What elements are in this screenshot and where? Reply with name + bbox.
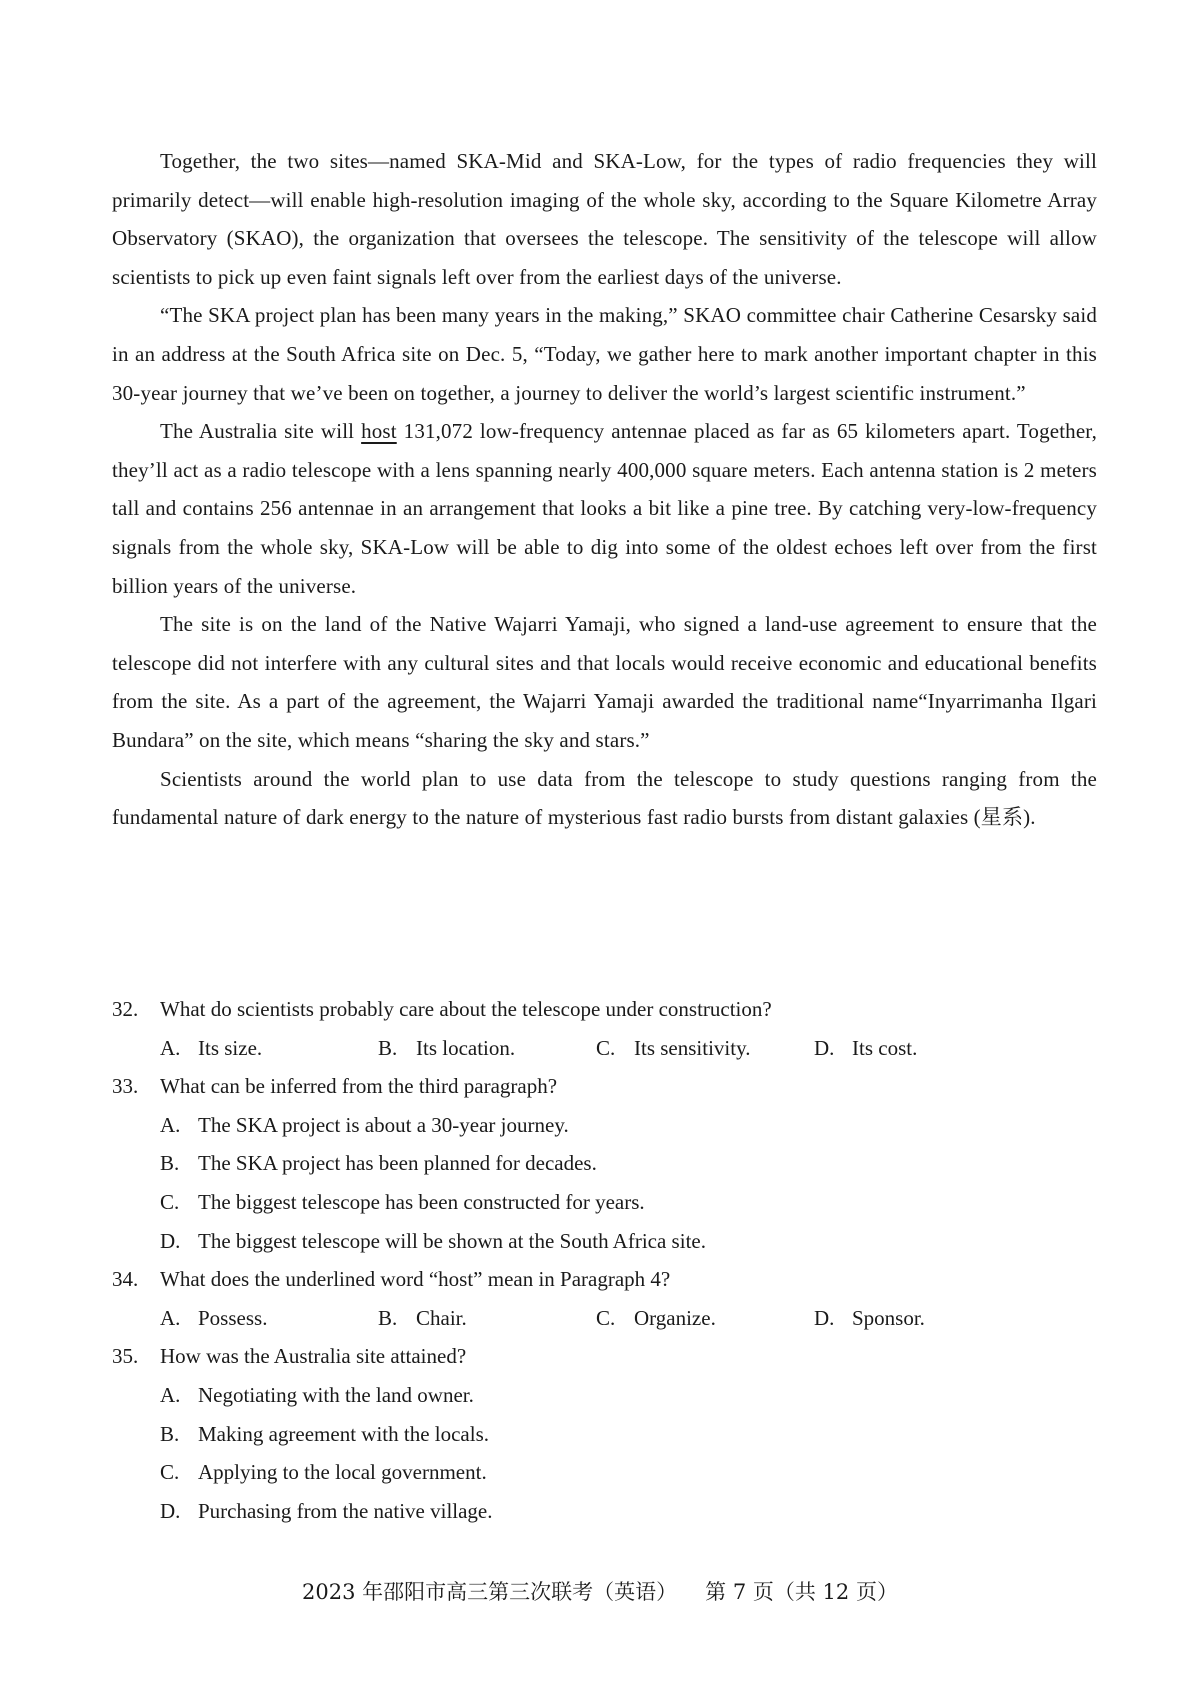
option-text: Its location.	[416, 1035, 516, 1060]
option-letter: A.	[160, 1382, 181, 1407]
option-letter: A.	[160, 1112, 181, 1137]
option-letter: B.	[378, 1305, 398, 1330]
question-text: What can be inferred from the third paragraph?	[160, 1074, 558, 1099]
question-32	[112, 990, 1097, 1029]
option-d[interactable]	[814, 1299, 1032, 1338]
question-34-options	[112, 1299, 1097, 1338]
option-text: Its size.	[198, 1035, 263, 1060]
option-text: The biggest telescope will be shown at the South Africa site.	[198, 1228, 706, 1253]
option-text: The biggest telescope has been constructed for years.	[198, 1189, 645, 1214]
option-c[interactable]	[112, 1453, 1097, 1492]
question-text: What does the underlined word “host” mean in Paragraph 4?	[160, 1267, 671, 1292]
passage-paragraph-2: “The SKA project plan has been many years in the making,” SKAO committee chair Catherine Cesarsky said in an address at the South Africa site on Dec. 5, “Today, we gather here to mark another important chapter in this 30-year journey that we’ve been on together, a journey to deliver the world’s largest scientific instrument.”	[112, 303, 1097, 405]
passage-paragraph-3	[112, 412, 1097, 605]
option-d[interactable]	[814, 1029, 1032, 1068]
paragraph-3-will: will	[320, 419, 362, 444]
option-a[interactable]	[160, 1029, 378, 1068]
option-text: Its sensitivity.	[634, 1035, 751, 1060]
option-letter: C.	[160, 1189, 180, 1214]
passage-paragraph-1: Together, the two sites—named SKA-Mid and SKA-Low, for the types of radio frequencies they will primarily detect—will enable high-resolution imaging of the whole sky, according to the Square Kilometre Array Observatory (SKAO), the organization that oversees the telescope. The sensitivity of the telescope will allow scientists to pick up even faint signals left over from the earliest days of the universe.	[112, 149, 1097, 289]
option-text: Applying to the local government.	[198, 1460, 487, 1485]
option-b[interactable]	[378, 1299, 596, 1338]
option-letter: B.	[160, 1151, 180, 1176]
option-letter: D.	[160, 1498, 181, 1523]
option-letter: C.	[596, 1305, 616, 1330]
option-text: Sponsor.	[852, 1305, 925, 1330]
option-text: Its cost.	[852, 1035, 918, 1060]
option-a[interactable]	[112, 1106, 1097, 1145]
question-number: 35.	[112, 1344, 139, 1369]
option-letter: D.	[814, 1305, 835, 1330]
question-text: What do scientists probably care about the telescope under construction?	[160, 997, 772, 1021]
option-a[interactable]	[112, 1376, 1097, 1415]
option-letter: C.	[596, 1035, 616, 1060]
passage-paragraph-4: The site is on the land of the Native Wajarri Yamaji, who signed a land-use agreement to ensure that the telescope did not interfere with any cultural sites and that locals would receive economic and educational benefits from the site. As a part of the agreement, the Wajarri Yamaji awarded the traditional name“Inyarrimanha Ilgari Bundara” on the site, which means “sharing the sky and stars.”	[112, 612, 1097, 752]
question-number: 34.	[112, 1267, 139, 1292]
page-number: 第 7 页（共 12 页）	[705, 1580, 898, 1604]
question-number: 32.	[112, 997, 139, 1021]
option-text: The SKA project has been planned for decades.	[198, 1151, 597, 1176]
option-letter: B.	[378, 1035, 398, 1060]
question-34	[112, 1260, 1097, 1299]
question-32-options	[112, 1029, 1097, 1068]
reading-passage	[112, 142, 1097, 837]
option-letter: B.	[160, 1421, 180, 1446]
paragraph-3-lead: The Australia site	[160, 419, 321, 444]
question-number: 33.	[112, 1074, 139, 1099]
option-c[interactable]	[596, 1299, 814, 1338]
option-text: Negotiating with the land owner.	[198, 1382, 474, 1407]
option-b[interactable]	[112, 1415, 1097, 1454]
option-text: Organize.	[634, 1305, 716, 1330]
option-letter: D.	[814, 1035, 835, 1060]
option-d[interactable]	[112, 1222, 1097, 1261]
page-footer	[0, 1577, 1200, 1607]
option-text: The SKA project is about a 30-year journey.	[198, 1112, 569, 1137]
question-33	[112, 1067, 1097, 1106]
question-35	[112, 1337, 1097, 1376]
passage-paragraph-5: Scientists around the world plan to use data from the telescope to study questions ranging from the fundamental nature of dark energy to the nature of mysterious fast radio bursts from distant galaxies (星系).	[112, 766, 1097, 830]
option-a[interactable]	[160, 1299, 378, 1338]
question-list	[112, 990, 1097, 1530]
paragraph-3-rest: 131,072 low-frequency antennae placed as far as 65 kilometers apart. Together, they’ll act as a radio telescope with a lens spanning nearly 400,000 square meters. Each antenna station is 2 meters tall and contains 256 antennae in an arrangement that looks a bit like a pine tree. By catching very-low-frequency signals from the whole sky, SKA-Low will be able to dig into some of the oldest echoes left over from the first billion years of the universe.	[112, 419, 1098, 598]
option-d[interactable]	[112, 1492, 1097, 1531]
option-c[interactable]	[112, 1183, 1097, 1222]
option-letter: A.	[160, 1035, 181, 1060]
option-text: Chair.	[416, 1305, 467, 1330]
option-letter: A.	[160, 1305, 181, 1330]
option-b[interactable]	[378, 1029, 596, 1068]
question-text: How was the Australia site attained?	[160, 1344, 467, 1369]
option-letter: C.	[160, 1460, 180, 1485]
option-text: Possess.	[198, 1305, 268, 1330]
underlined-word-host: host	[361, 419, 397, 444]
option-b[interactable]	[112, 1144, 1097, 1183]
exam-title: 2023 年邵阳市高三第三次联考（英语）	[302, 1580, 678, 1604]
option-c[interactable]	[596, 1029, 814, 1068]
option-text: Making agreement with the locals.	[198, 1421, 489, 1446]
option-letter: D.	[160, 1228, 181, 1253]
option-text: Purchasing from the native village.	[198, 1498, 493, 1523]
